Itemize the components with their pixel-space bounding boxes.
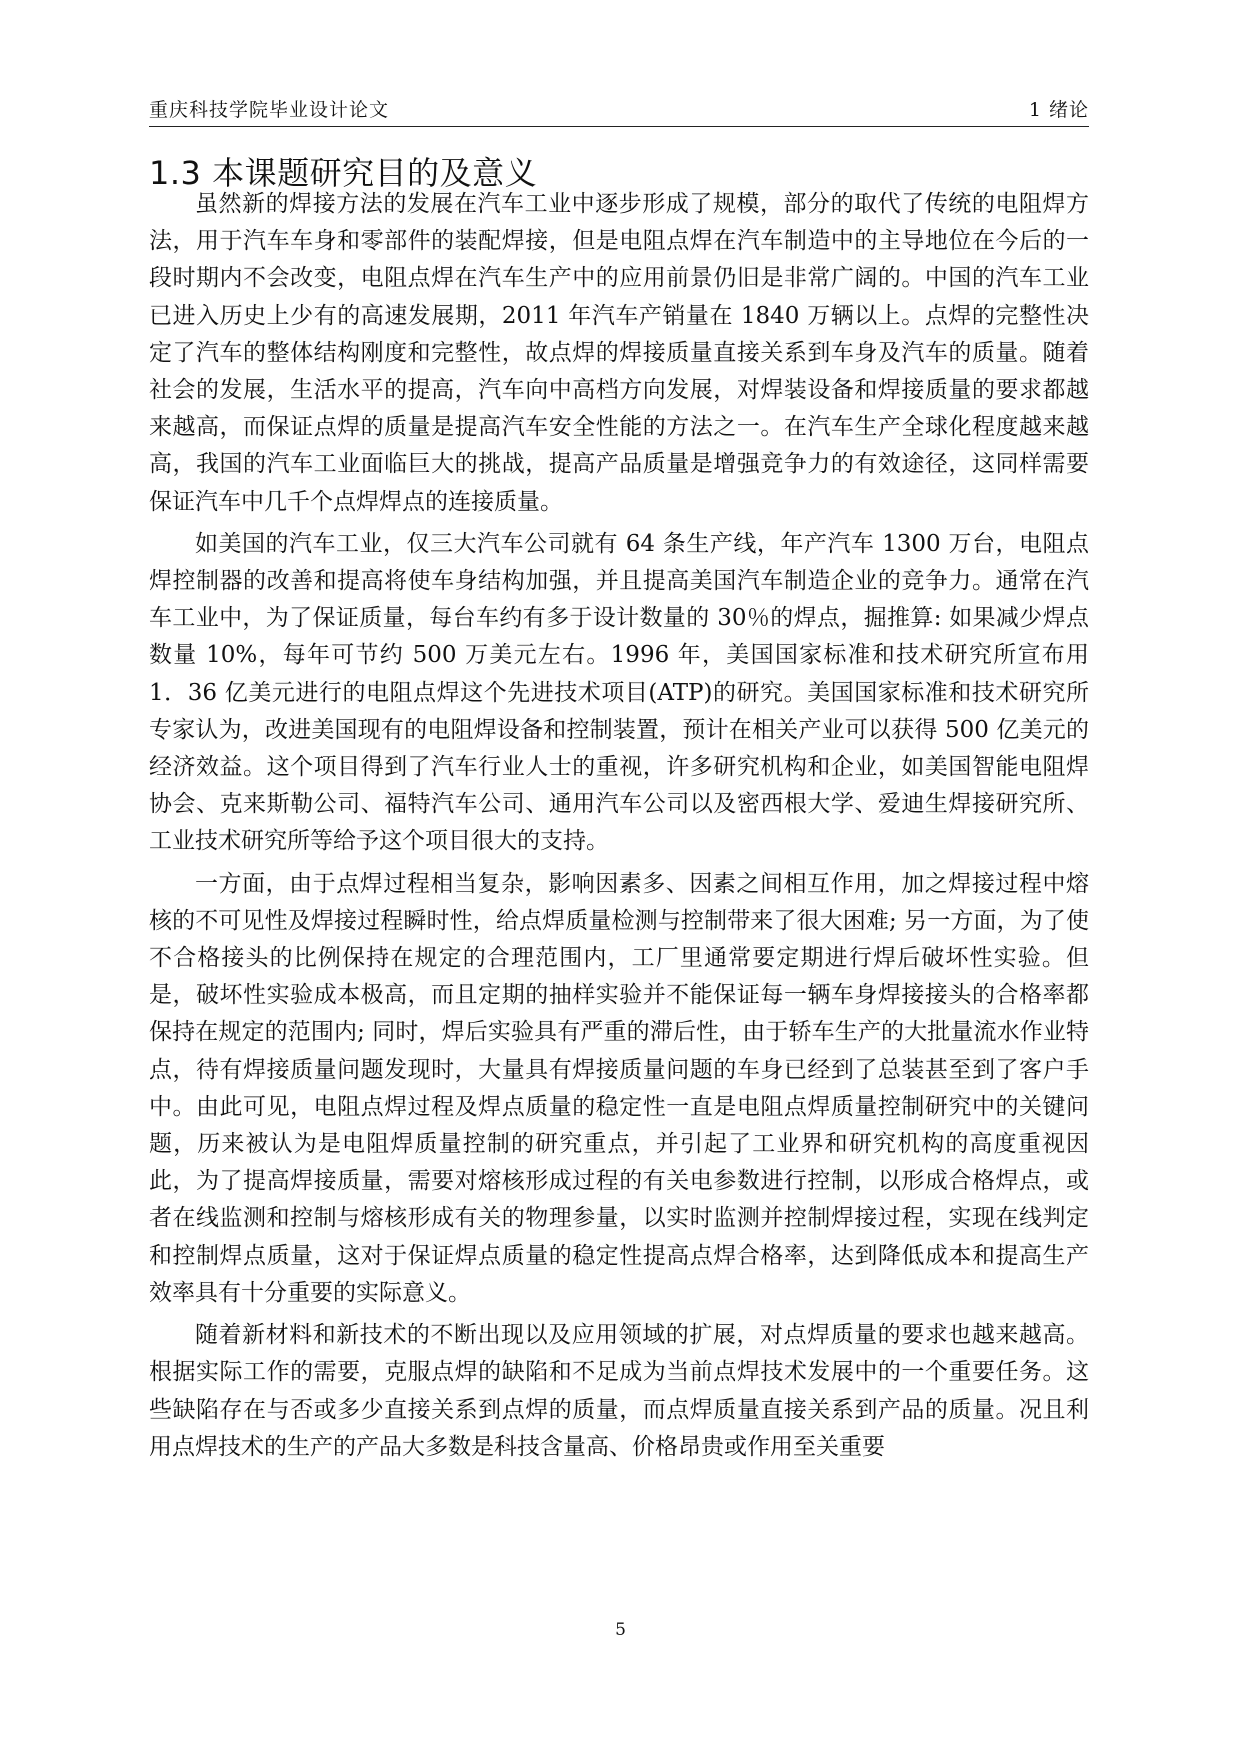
page-number: 5 bbox=[615, 1620, 626, 1640]
header-thesis-title: 重庆科技学院毕业设计论文 bbox=[149, 99, 390, 121]
paragraph: 虽然新的焊接方法的发展在汽车工业中逐步形成了规模，部分的取代了传统的电阻焊方法，用于汽车车身和零部件的装配焊接，但是电阻点焊在汽车制造中的主导地位在今后的一段时期内不会改变，电阻点焊在汽车生产中的应用前景仍旧是非常广阔的。中国的汽车工业已进入历史上少有的高速发展期，2011 年汽车产销量在 1840 万辆以上。点焊的完整性决定了汽车的整体结构刚度和完整性，故点焊的焊接质量直接关系到车身及汽车的质量。随着社会的发展，生活水平的提高，汽车向中高档方向发展，对焊装设备和焊接质量的要求都越来越高，而保证点焊的质量是提高汽车安全性能的方法之一。在汽车生产全球化程度越来越高，我国的汽车工业面临巨大的挑战，提高产品质量是增强竞争力的有效途径，这同样需要保证汽车中几千个点焊焊点的连接质量。 bbox=[149, 191, 1089, 515]
page-header bbox=[149, 92, 1089, 127]
paragraph: 一方面，由于点焊过程相当复杂，影响因素多、因素之间相互作用，加之焊接过程中熔核的不可见性及焊接过程瞬时性，给点焊质量检测与控制带来了很大困难; 另一方面，为了使不合格接头的比例保持在规定的合理范围内，工厂里通常要定期进行焊后破坏性实验。但是，破坏性实验成本极高，而且定期的抽样实验并不能保证每一辆车身焊接接头的合格率都保持在规定的范围内; 同时，焊后实验具有严重的滞后性，由于轿车生产的大批量流水作业特点，待有焊接质量问题发现时，大量具有焊接质量问题的车身已经到了总装甚至到了客户手中。由此可见，电阻点焊过程及焊点质量的稳定性一直是电阻点焊质量控制研究中的关键问题，历来被认为是电阻焊质量控制的研究重点，并引起了工业界和研究机构的高度重视因此，为了提高焊接质量，需要对熔核形成过程的有关电参数进行控制，以形成合格焊点，或者在线监测和控制与熔核形成有关的物理参量，以实时监测并控制焊接过程，实现在线判定和控制焊点质量，这对于保证焊点质量的稳定性提高点焊合格率，达到降低成本和提高生产效率具有十分重要的实际意义。 bbox=[149, 870, 1089, 1306]
header-chapter: 1 绪论 bbox=[1028, 99, 1089, 121]
paragraph: 如美国的汽车工业，仅三大汽车公司就有 64 条生产线，年产汽车 1300 万台，电阻点焊控制器的改善和提高将使车身结构加强，并且提高美国汽车制造企业的竞争力。通常在汽车工业中，为了保证质量，每台车约有多于设计数量的 30％的焊点，掘推算: 如果减少焊点数量 10%，每年可节约 500 万美元左右。1996 年，美国国家标准和技术研究所宣布用 1．36 亿美元进行的电阻点焊这个先进技术项目(ATP)的研究。美国国家标准和技术研究所专家认为，改进美国现有的电阻焊设备和控制装置，预计在相关产业可以获得 500 亿美元的经济效益。这个项目得到了汽车行业人士的重视，许多研究机构和企业，如美国智能电阻焊协会、克来斯勒公司、福特汽车公司、通用汽车公司以及密西根大学、爱迪生焊接研究所、工业技术研究所等给予这个项目很大的支持。 bbox=[149, 530, 1089, 855]
paragraph: 随着新材料和新技术的不断出现以及应用领域的扩展，对点焊质量的要求也越来越高。根据实际工作的需要，克服点焊的缺陷和不足成为当前点焊技术发展中的一个重要任务。这些缺陷存在与否或多少直接关系到点焊的质量，而点焊质量直接关系到产品的质量。况且利用点焊技术的生产的产品大多数是科技含量高、价格昂贵或作用至关重要 bbox=[149, 1322, 1089, 1460]
body-text bbox=[149, 186, 1089, 1466]
section-title: 1.3 本课题研究目的及意义 bbox=[149, 154, 538, 192]
